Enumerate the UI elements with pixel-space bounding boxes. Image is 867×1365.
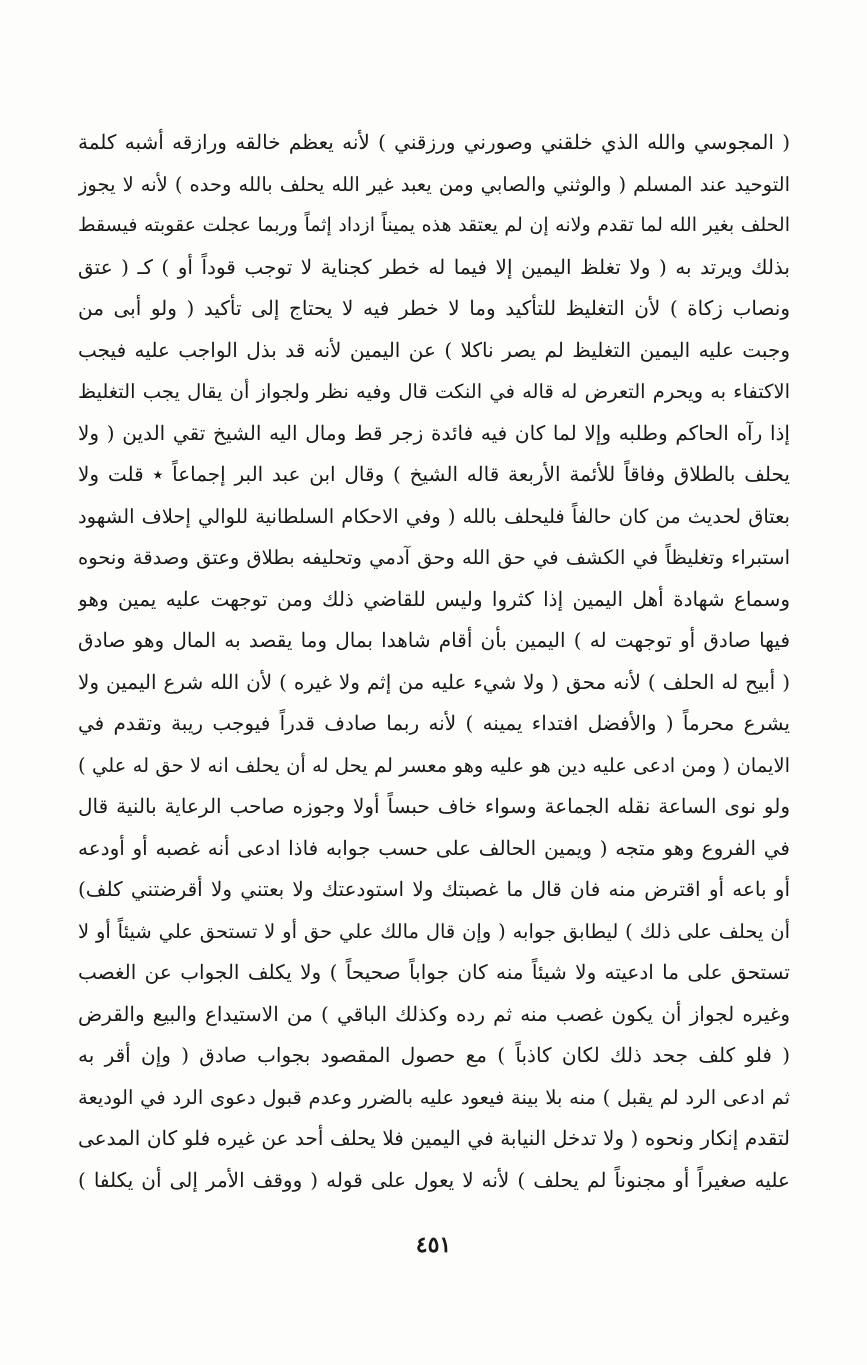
text-line: إذا رآه الحاكم وطلبه وإلا لما كان فيه فائدة زجر قط ومال اليه الشيخ تقي الدين ( ولا	[78, 420, 790, 445]
text-line: التوحيد عند المسلم ( والوثني والصابي ومن يعبد غير الله يحلف بالله وحده ) لأنه لا يجوز	[78, 172, 790, 196]
text-line: الحلف بغير الله لما تقدم ولانه إن لم يعتقد هذه يميناً ازداد إثماً وربما عجلت عقوبته فيسقط	[78, 214, 790, 236]
text-line: يشرع محرماً ( والأفضل افتداء يمينه ) لأنه ربما صادف قدراً فيوجب ريبة وتقدم في	[78, 711, 790, 735]
text-line: ثم ادعى الرد لم يقبل ) منه بلا بينة فيعود عليه بالضرر وعدم قبول دعوى الرد في الوديعة	[78, 1085, 790, 1109]
text-line: وغيره لجواز أن يكون غصب منه ثم رده وكذلك الباقي ) من الاستيداع والبيع والقرض	[78, 1001, 790, 1026]
text-line: في الفروع وهو متجه ( ويمين الحالف على حسب جوابه فاذا ادعى أنه غصبه أو أودعه	[78, 835, 790, 860]
text-line: وسماع شهادة أهل اليمين إذا كثروا وليس للقاضي ذلك ومن توجهت عليه يمين وهو	[78, 586, 790, 611]
text-line: ( أبيح له الحلف ) لأنه محق ( ولا شيء عليه من إثم ولا غيره ) لأن الله شرع اليمين ولا	[78, 669, 790, 694]
body-text	[78, 122, 790, 1201]
text-line: بذلك ويرتد به ( ولا تغلظ اليمين إلا فيما له خطر كجناية لا توجب قوداً أو ) كـ ( عتق	[78, 254, 790, 279]
text-line: عليه صغيراً أو مجنوناً لم يحلف ) لأنه لا يعول على قوله ( ووقف الأمر إلى أن يكلفا )	[78, 1167, 790, 1192]
text-line: وجبت عليه اليمين التغليظ لم يصر ناكلا ) عن اليمين لأنه قد بذل الواجب عليه فيجب	[78, 337, 790, 362]
text-line: تستحق على ما ادعيته ولا شيئاً منه كان جواباً صحيحاً ) ولا يكلف الجواب عن الغصب	[78, 960, 790, 984]
text-line: ( فلو كلف جحد ذلك لكان كاذباً ) مع حصول المقصود بجواب صادق ( وإن أقر به	[78, 1043, 790, 1067]
text-line: بعتاق لحديث من كان حالفاً فليحلف بالله ( وفي الاحكام السلطانية للوالي إحلاف الشهود	[78, 504, 790, 528]
text-line: لتقدم إنكار ونحوه ( ولا تدخل النيابة في اليمين فلا يحلف أحد عن غيره فلو كان المدعى	[78, 1126, 790, 1150]
text-line: ( المجوسي والله الذي خلقني وصورني ورزقني ) لأنه يعظم خالقه ورازقه أشبه كلمة	[78, 130, 790, 154]
text-line: ونصاب زكاة ) لأن التغليظ للتأكيد وما لا خطر فيه لا يحتاج إلى تأكيد ( ولو أبى من	[78, 296, 790, 320]
text-line: استبراء وتغليظاً في الكشف في حق الله وحق آدمي وتحليفه بطلاق وعتق وصدقة ونحوه	[78, 546, 790, 569]
text-line: الايمان ( ومن ادعى عليه دين هو عليه وهو معسر لم يحل له أن يحلف انه لا حق له علي )	[78, 753, 790, 777]
text-line: ولو نوى الساعة نقله الجماعة وسواء خاف حبساً أولا وجوزه صاحب الرعاية بالنية قال	[78, 794, 790, 818]
text-line: الاكتفاء به ويحرم التعرض له قاله في النكت قال وفيه نظر ولجواز أن يقال يجب التغليظ	[78, 380, 790, 403]
page-number: ٤٥١	[415, 1232, 452, 1258]
text-line: أو باعه أو اقترض منه فان قال ما غصبتك ولا استودعتك ولا بعتني ولا أقرضتني كلف)	[78, 877, 790, 901]
text-line: يحلف بالطلاق وفاقاً للأئمة الأربعة قاله الشيخ ) وقال ابن عبد البر إجماعاً ٭ قلت ولا	[78, 462, 790, 486]
text-line: أن يحلف على ذلك ) ليطابق جوابه ( وإن قال مالك علي حق أو لا تستحق علي شيئاً أو لا	[78, 919, 790, 943]
text-line: فيها صادق أو توجهت له ) اليمين بأن أقام شاهدا بمال وما يقصد به المال وهو صادق	[78, 628, 790, 652]
